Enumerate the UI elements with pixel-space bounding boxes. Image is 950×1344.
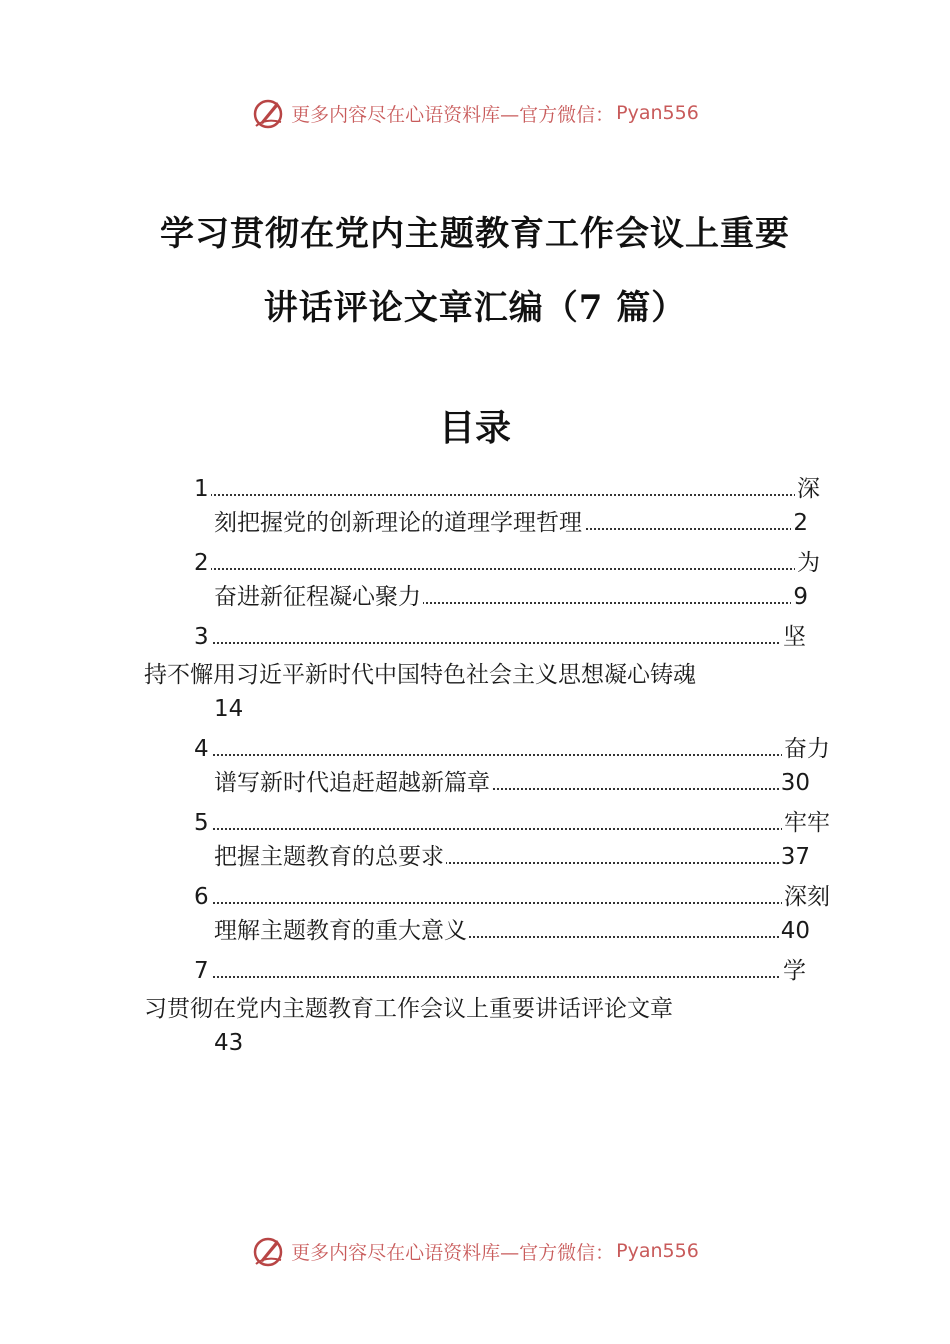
toc-entry-2-line-2[interactable] xyxy=(214,580,808,614)
toc-entry-4-line-2[interactable] xyxy=(214,766,810,800)
toc-entry-title-head: 为 xyxy=(795,546,820,580)
header-watermark xyxy=(0,96,950,130)
dot-leader xyxy=(194,902,830,904)
quill-seal-icon xyxy=(251,96,285,130)
toc-entry-title: 谱写新时代追赶超越新篇章 xyxy=(214,766,492,800)
document-title-line-2: 讲话评论文章汇编（7 篇） xyxy=(263,288,687,328)
dot-leader xyxy=(194,754,830,756)
dot-leader xyxy=(194,976,806,978)
toc-entry-number: 2 xyxy=(194,546,211,580)
footer-watermark xyxy=(0,1234,950,1268)
dot-leader xyxy=(194,828,830,830)
toc-entry-3-line-1[interactable] xyxy=(194,620,806,654)
toc-entry-2-line-1[interactable] xyxy=(194,546,820,580)
toc-entry-3-page[interactable]: 14 xyxy=(214,696,244,722)
toc-entry-title-head: 牢牢 xyxy=(782,806,830,840)
watermark-text: 更多内容尽在心语资料库—官方微信： xyxy=(291,1241,615,1264)
toc-entry-7-line-1[interactable] xyxy=(194,954,806,988)
toc-entry-title-head: 深 xyxy=(795,472,820,506)
toc-heading: 目录 xyxy=(438,407,511,449)
toc-entry-number: 1 xyxy=(194,472,211,506)
toc-entry-5-line-1[interactable] xyxy=(194,806,830,840)
toc-entry-title: 把握主题教育的总要求 xyxy=(214,840,446,874)
dot-leader xyxy=(194,642,806,644)
toc-entry-1-line-2[interactable] xyxy=(214,506,808,540)
toc-entry-page: 37 xyxy=(779,840,810,874)
toc-entry-7-title[interactable]: 习贯彻在党内主题教育工作会议上重要讲话评论文章 xyxy=(144,996,673,1022)
toc-entry-title: 奋进新征程凝心聚力 xyxy=(214,580,423,614)
toc-entry-number: 6 xyxy=(194,880,211,914)
toc-entry-page: 40 xyxy=(779,914,810,948)
dot-leader xyxy=(194,494,820,496)
toc-entry-number: 4 xyxy=(194,732,211,766)
wechat-id: Pyan556 xyxy=(616,1240,699,1262)
toc-entry-title: 刻把握党的创新理论的道理学理哲理 xyxy=(214,506,584,540)
toc-entry-page: 9 xyxy=(791,580,808,614)
toc-entry-title-head: 深刻 xyxy=(782,880,830,914)
toc-entry-4-line-1[interactable] xyxy=(194,732,830,766)
document-title-line-1: 学习贯彻在党内主题教育工作会议上重要 xyxy=(160,214,790,254)
toc-entry-5-line-2[interactable] xyxy=(214,840,810,874)
toc-entry-7-page[interactable]: 43 xyxy=(214,1030,244,1056)
toc-entry-title-head: 学 xyxy=(781,954,806,988)
toc-entry-number: 7 xyxy=(194,954,211,988)
toc-entry-number: 3 xyxy=(194,620,211,654)
toc-entry-page: 30 xyxy=(779,766,810,800)
toc-entry-6-line-2[interactable] xyxy=(214,914,810,948)
toc-entry-3-title[interactable]: 持不懈用习近平新时代中国特色社会主义思想凝心铸魂 xyxy=(144,662,696,688)
toc-entry-number: 5 xyxy=(194,806,211,840)
toc-entry-title-head: 坚 xyxy=(781,620,806,654)
dot-leader xyxy=(194,568,820,570)
wechat-id: Pyan556 xyxy=(616,102,699,124)
quill-seal-icon xyxy=(251,1234,285,1268)
watermark-text: 更多内容尽在心语资料库—官方微信： xyxy=(291,103,615,126)
toc-entry-1-line-1[interactable] xyxy=(194,472,820,506)
toc-entry-title: 理解主题教育的重大意义 xyxy=(214,914,469,948)
toc-entry-page: 2 xyxy=(791,506,808,540)
toc-entry-6-line-1[interactable] xyxy=(194,880,830,914)
toc-entry-title-head: 奋力 xyxy=(782,732,830,766)
